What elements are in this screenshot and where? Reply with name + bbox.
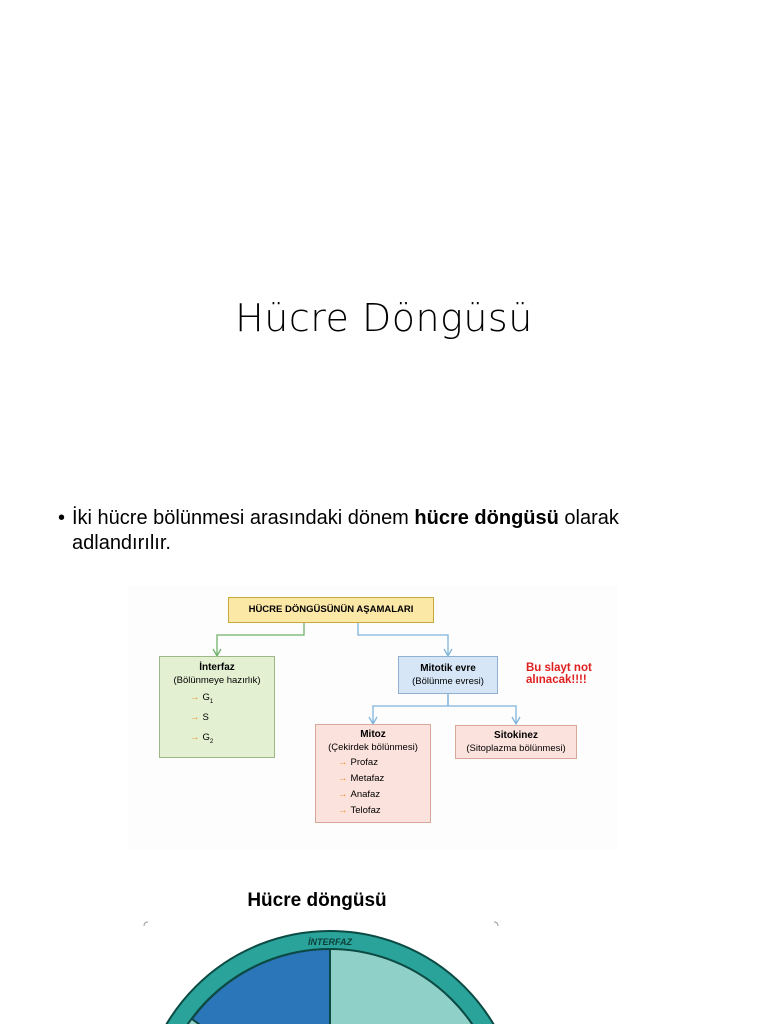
interfaz-title: İnterfaz [199, 662, 235, 673]
root-box: HÜCRE DÖNGÜSÜNÜN AŞAMALARI [228, 597, 434, 623]
mitoz-item: → Telofaz [338, 805, 381, 816]
arrow-icon: → [338, 757, 348, 768]
arrow-icon: → [190, 692, 200, 703]
sitokinez-title: Sitokinez [494, 730, 538, 741]
corner-mark-right [494, 922, 498, 926]
sitokinez-subtitle: (Sitoplazma bölünmesi) [466, 743, 566, 754]
mitotik-evre-box [398, 656, 498, 694]
bullet-text [58, 506, 708, 556]
slide-title: Hücre Döngüsü [235, 296, 533, 340]
mitotik-title: Mitotik evre [420, 663, 476, 674]
bullet-text-before: İki hücre bölünmesi arasındaki dönem [72, 507, 415, 529]
connector-to-interfaz [217, 623, 304, 656]
note-text: Bu slayt not alınacak!!!! [526, 662, 592, 686]
ring-label: İNTERFAZ [308, 937, 352, 947]
mitoz-box [315, 724, 431, 823]
interfaz-box [159, 656, 275, 758]
mitoz-item: → Profaz [338, 757, 378, 768]
mitoz-item: → Metafaz [338, 773, 385, 784]
mitoz-title: Mitoz [360, 729, 386, 740]
mitoz-item: → Anafaz [338, 789, 381, 800]
interfaz-item: → $G_2$ [190, 732, 214, 745]
arrow-icon: → [190, 732, 200, 743]
cell-cycle-stages-diagram [128, 586, 618, 850]
interfaz-subtitle: (Bölünmeye hazırlık) [173, 675, 261, 686]
connector-to-sitokinez [448, 694, 516, 724]
connector-to-mitoz [373, 694, 448, 724]
arrow-icon: → [338, 773, 348, 784]
mitotik-subtitle: (Bölünme evresi) [412, 676, 484, 687]
mitoz-subtitle: (Çekirdek bölünmesi) [328, 742, 418, 753]
cell-cycle-wheel [140, 916, 502, 1024]
bullet-marker: • [58, 507, 66, 529]
interfaz-item: → $G_1$ [190, 692, 214, 705]
arrow-icon: → [338, 805, 348, 816]
cycle-title: Hücre döngüsü [247, 890, 387, 911]
connector-to-mitotik [358, 623, 448, 656]
bullet-point [58, 506, 708, 556]
bullet-text-after: olarak adlandırılır. [72, 507, 619, 554]
corner-mark-left [144, 922, 148, 926]
arrow-icon: → [338, 789, 348, 800]
interfaz-item: → S [190, 712, 209, 723]
arrow-icon: → [190, 712, 200, 723]
sitokinez-box [455, 725, 577, 759]
bullet-text-bold: hücre döngüsü [414, 507, 559, 529]
